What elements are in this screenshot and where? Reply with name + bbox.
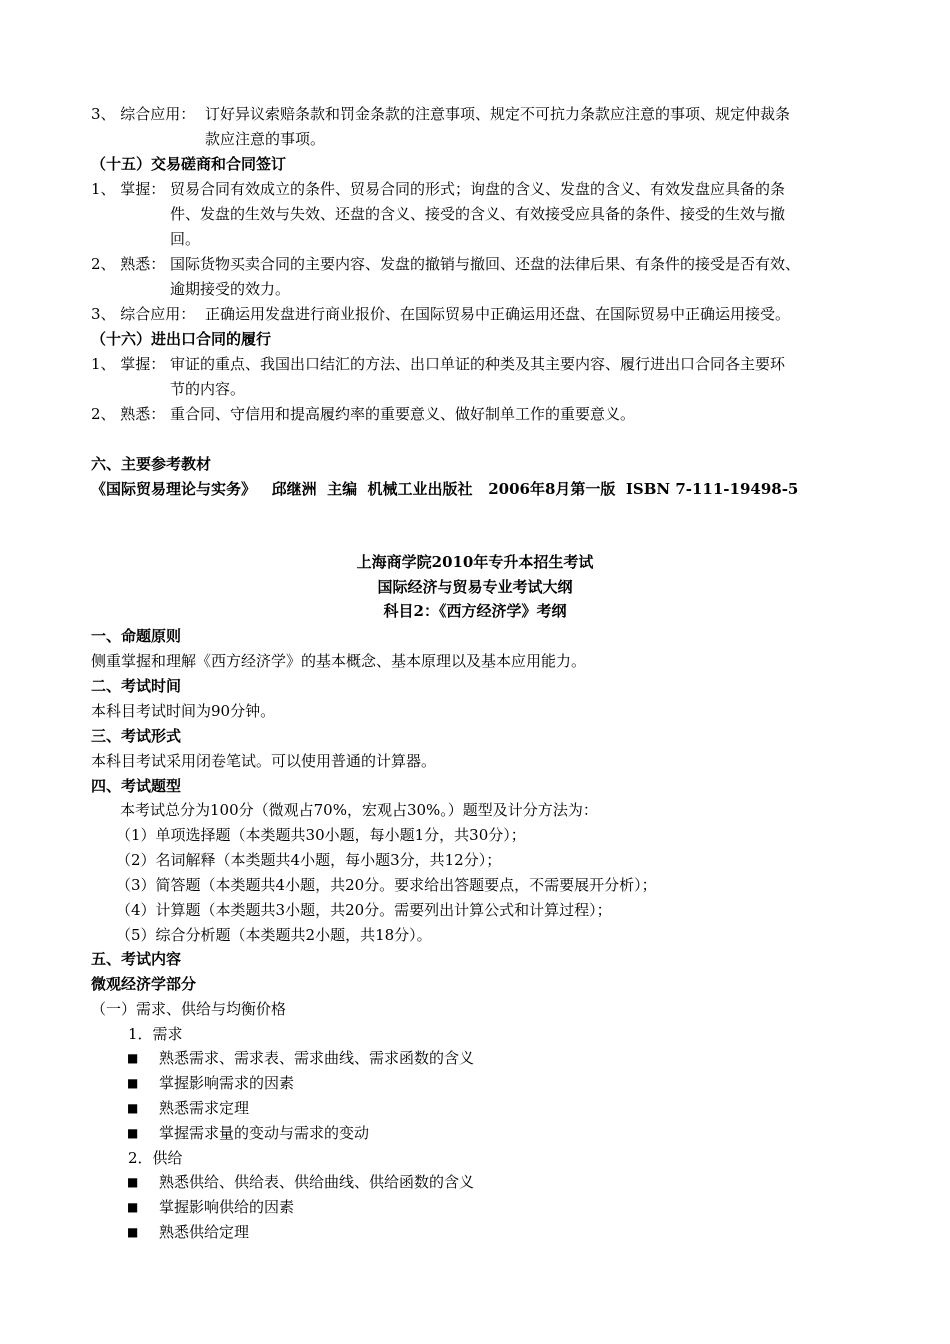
sec4-heading: 四、考试题型 [91,777,182,795]
refs-book: 《国际贸易理论与实务》 邱继洲 主编 机械工业出版社 2006年8月第一版 ISBN 7-111-19498-5 [91,480,799,498]
bullet-square-icon: ■ [127,1175,139,1189]
s16-item2-prefix: 2、 熟悉： [91,405,166,423]
s15-item3-line2: 款应注意的事项。 [205,130,326,148]
bullet-square-icon: ■ [127,1101,139,1115]
s15-item2-prefix: 2、 熟悉： [91,255,166,273]
sec4-intro: 本考试总分为100分（微观占70%，宏观占30%。）题型及计分方法为： [120,801,598,819]
s15-item1-line2: 件、发盘的生效与失效、还盘的含义、接受的含义、有效接受应具备的条件、接受的生效与撤 [170,205,786,223]
sec4-item: （4）计算题（本类题共3小题，共20分。需要列出计算公式和计算过程）； [116,901,612,919]
exam-title-line3: 科目2：《西方经济学》考纲 [383,602,567,620]
sec4-item: （5）综合分析题（本类题共2小题，共18分）。 [116,926,432,944]
s16-heading: （十六）进出口合同的履行 [91,330,272,348]
sec5-heading: 五、考试内容 [91,950,182,968]
s15-item3-prefix: 3、 综合应用： [91,105,196,123]
bullet-square-icon: ■ [127,1200,139,1214]
exam-title-line2: 国际经济与贸易专业考试大纲 [377,578,573,596]
sec5-part: 微观经济学部分 [91,975,197,993]
sec2-heading: 二、考试时间 [91,677,182,695]
s16-item2-line1: 重合同、守信用和提高履约率的重要意义、做好制单工作的重要意义。 [170,405,636,423]
sec2-text: 本科目考试时间为90分钟。 [91,702,276,720]
s15-item3b-prefix: 3、 综合应用： [91,305,196,323]
list-item: 熟悉供给定理 [159,1223,250,1241]
exam-title-line1: 上海商学院2010年专升本招生考试 [356,553,594,571]
list-item: 掌握影响需求的因素 [159,1074,295,1092]
sec5-sub1: 1．需求 [128,1025,183,1043]
sec5-sub2: 2．供给 [128,1149,183,1167]
s15-item2-line2: 逾期接受的效力。 [170,280,291,298]
sec5-chapter: （一）需求、供给与均衡价格 [91,1000,287,1018]
list-item: 掌握影响供给的因素 [159,1198,295,1216]
sec4-item: （3）简答题（本类题共4小题，共20分。要求给出答题要点，不需要展开分析）； [116,876,657,894]
list-item: 熟悉需求、需求表、需求曲线、需求函数的含义 [159,1049,475,1067]
sec4-item: （1）单项选择题（本类题共30小题，每小题1分，共30分）； [116,826,526,844]
list-item: 熟悉供给、供给表、供给曲线、供给函数的含义 [159,1173,475,1191]
sec3-text: 本科目考试采用闭卷笔试。可以使用普通的计算器。 [91,752,437,770]
list-item: 熟悉需求定理 [159,1099,250,1117]
refs-heading: 六、主要参考教材 [91,455,212,473]
s15-item1-line3: 回。 [170,230,201,248]
s15-item2-line1: 国际货物买卖合同的主要内容、发盘的撤销与撤回、还盘的法律后果、有条件的接受是否有效、 [170,255,801,273]
sec4-item: （2）名词解释（本类题共4小题，每小题3分，共12分）； [116,851,502,869]
sec1-text: 侧重掌握和理解《西方经济学》的基本概念、基本原理以及基本应用能力。 [91,652,587,670]
bullet-square-icon: ■ [127,1051,139,1065]
s15-item1-prefix: 1、 掌握： [91,180,166,198]
s15-item1-line1: 贸易合同有效成立的条件、贸易合同的形式；询盘的含义、发盘的含义、有效发盘应具备的条 [170,180,786,198]
s15-item3b-line1: 正确运用发盘进行商业报价、在国际贸易中正确运用还盘、在国际贸易中正确运用接受。 [205,305,791,323]
list-item: 掌握需求量的变动与需求的变动 [159,1124,370,1142]
sec3-heading: 三、考试形式 [91,727,182,745]
s15-heading: （十五）交易磋商和合同签订 [91,155,287,173]
bullet-square-icon: ■ [127,1076,139,1090]
s16-item1-line1: 审证的重点、我国出口结汇的方法、出口单证的种类及其主要内容、履行进出口合同各主要环 [170,355,786,373]
bullet-square-icon: ■ [127,1126,139,1140]
bullet-square-icon: ■ [127,1225,139,1239]
s15-item3-line1: 订好异议索赔条款和罚金条款的注意事项、规定不可抗力条款应注意的事项、规定仲裁条 [205,105,791,123]
s16-item1-prefix: 1、 掌握： [91,355,166,373]
sec1-heading: 一、命题原则 [91,627,182,645]
s16-item1-line2: 节的内容。 [170,380,246,398]
